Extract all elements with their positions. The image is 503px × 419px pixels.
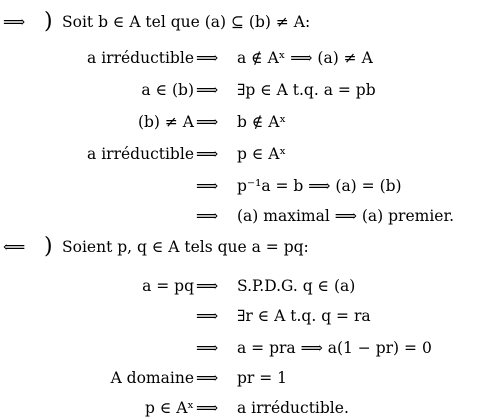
row-rhs: p⁻¹a = b ⟹ (a) = (b)	[237, 177, 402, 195]
row-rhs: a = pra ⟹ a(1 − pr) = 0	[237, 339, 432, 357]
row-rhs: S.P.D.G. q ∈ (a)	[237, 277, 356, 295]
row-implies-icon: ⟹	[196, 177, 219, 195]
row-implies-icon: ⟹	[196, 307, 219, 325]
row-lhs: a irréductible	[87, 145, 194, 163]
section-bracket: )	[44, 234, 53, 259]
section-heading: Soit b ∈ A tel que (a) ⊆ (b) ≠ A:	[62, 13, 311, 31]
row-lhs: a = pq	[142, 277, 194, 295]
row-implies-icon: ⟹	[196, 207, 219, 225]
implies-backward-arrow: ⟸	[3, 238, 26, 256]
row-rhs: p ∈ Aˣ	[237, 145, 287, 163]
row-implies-icon: ⟹	[196, 277, 219, 295]
row-rhs: a irréductible.	[237, 399, 349, 417]
row-implies-icon: ⟹	[196, 81, 219, 99]
row-rhs: b ∉ Aˣ	[237, 113, 287, 131]
row-rhs: (a) maximal ⟹ (a) premier.	[237, 207, 455, 225]
row-rhs: ∃p ∈ A t.q. a = pb	[237, 81, 376, 99]
row-implies-icon: ⟹	[196, 399, 219, 417]
row-implies-icon: ⟹	[196, 339, 219, 357]
section-bracket: )	[44, 9, 53, 34]
row-lhs: a ∈ (b)	[141, 81, 194, 99]
row-lhs: A domaine	[110, 369, 194, 387]
row-implies-icon: ⟹	[196, 113, 219, 131]
row-implies-icon: ⟹	[196, 369, 219, 387]
row-implies-icon: ⟹	[196, 49, 219, 67]
implies-forward-arrow: ⟹	[3, 13, 26, 31]
row-rhs: ∃r ∈ A t.q. q = ra	[237, 307, 371, 325]
row-rhs: pr = 1	[237, 369, 288, 387]
section-heading: Soient p, q ∈ A tels que a = pq:	[62, 238, 309, 256]
row-rhs: a ∉ Aˣ ⟹ (a) ≠ A	[237, 49, 373, 67]
row-lhs: a irréductible	[87, 49, 194, 67]
row-implies-icon: ⟹	[196, 145, 219, 163]
row-lhs: p ∈ Aˣ	[144, 399, 194, 417]
row-lhs: (b) ≠ A	[137, 113, 194, 131]
